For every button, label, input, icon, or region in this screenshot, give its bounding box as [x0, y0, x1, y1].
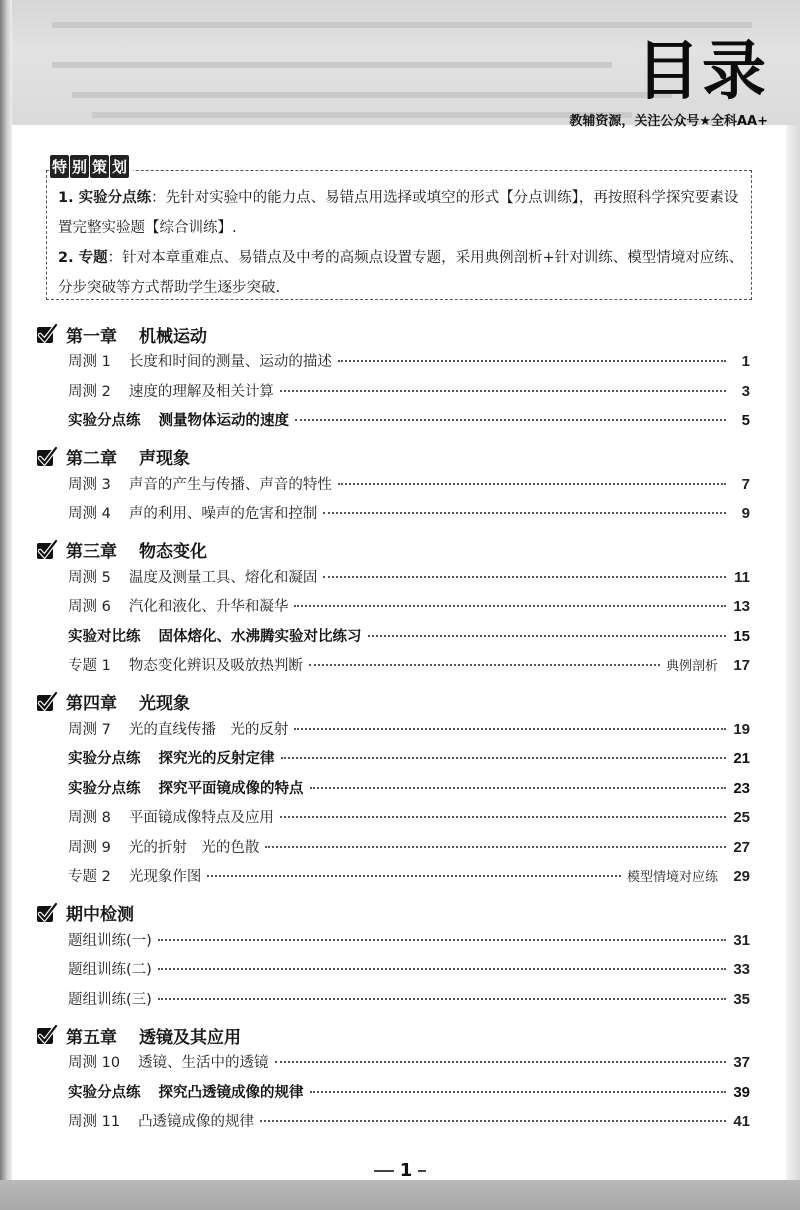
- entry-label: 周测 4: [68, 506, 111, 522]
- dot-leader: [207, 874, 621, 877]
- entry-label: 周测 8: [68, 810, 111, 826]
- entry-label: 周测 10: [68, 1055, 121, 1071]
- entry-title: 测量物体运动的速度: [158, 413, 289, 429]
- entry-title: 凸透镜成像的规律: [138, 1114, 255, 1130]
- entry-title: 题组训练(一): [68, 932, 152, 949]
- toc-entry[interactable]: [36, 409, 750, 439]
- dot-leader: [158, 938, 726, 941]
- entry-page-number: 7: [741, 475, 750, 493]
- entry-label: 周测 7: [68, 721, 111, 738]
- entry-title: 速度的理解及相关计算: [128, 383, 274, 400]
- dot-leader: [294, 604, 726, 607]
- special-item: [58, 183, 748, 243]
- entry-title: 透镜、生活中的透镜: [138, 1055, 269, 1071]
- dot-leader: [260, 1119, 726, 1122]
- entry-label: 专题 2: [68, 869, 111, 885]
- toc-entry[interactable]: [36, 747, 750, 777]
- scan-right-edge: [786, 125, 800, 1180]
- entry-title: 探究凸透镜成像的规律: [158, 1084, 304, 1101]
- entry-page-number: 39: [733, 1083, 750, 1101]
- entry-title: 长度和时间的测量、运动的描述: [128, 354, 332, 370]
- entry-title: 温度及测量工具、熔化和凝固: [128, 569, 318, 586]
- toc-entry[interactable]: [36, 1110, 750, 1140]
- entry-page-number: 21: [733, 750, 750, 767]
- special-tag-char: 特: [50, 155, 69, 178]
- toc-entry[interactable]: [36, 654, 750, 684]
- entry-page-number: 17: [733, 657, 750, 674]
- entry-label: 周测 1: [68, 354, 111, 370]
- toc-entry[interactable]: [36, 806, 750, 836]
- special-plan-body: [58, 183, 748, 303]
- entry-title: 物态变化辨识及吸放热判断: [128, 658, 303, 674]
- toc-entry[interactable]: [36, 988, 750, 1018]
- toc-entry[interactable]: [36, 502, 750, 532]
- checkbox-checked-icon: [36, 539, 58, 561]
- entry-title: 光的直线传播 光的反射: [128, 721, 289, 738]
- entry-page-number: 31: [733, 931, 750, 949]
- special-tag-char: 别: [70, 155, 89, 178]
- dot-leader: [323, 511, 726, 514]
- toc-entry[interactable]: [36, 380, 750, 410]
- entry-page-number: 9: [741, 505, 750, 522]
- toc-chapter-heading: [36, 897, 750, 929]
- toc-entry[interactable]: [36, 350, 750, 380]
- entry-page-number: 11: [734, 568, 750, 586]
- entry-page-number: 5: [741, 412, 750, 429]
- chapter-number: 第五章: [66, 1027, 117, 1048]
- special-item-lead: 1. 实验分点练: [58, 190, 152, 206]
- page-footer: [0, 1160, 800, 1181]
- toc-chapter-heading: [36, 318, 750, 350]
- entry-page-number: 41: [733, 1113, 750, 1130]
- entry-label: 周测 5: [68, 569, 111, 586]
- entry-label: 专题 1: [68, 658, 111, 674]
- entry-page-number: 25: [733, 809, 750, 826]
- toc-entry[interactable]: [36, 865, 750, 895]
- special-tag-char: 策: [90, 155, 109, 178]
- chapter-title: 声现象: [139, 449, 190, 469]
- dot-leader: [158, 967, 726, 970]
- toc-entry[interactable]: [36, 473, 750, 503]
- chapter-title: 透镜及其应用: [139, 1027, 241, 1048]
- entry-page-number: 35: [733, 990, 750, 1008]
- checkbox-checked-icon: [36, 902, 58, 924]
- dot-leader: [368, 634, 727, 637]
- chapter-number: 第四章: [66, 694, 117, 714]
- entry-title: 题组训练(三): [68, 991, 152, 1008]
- dot-leader: [265, 845, 726, 848]
- entry-tag: 模型情境对应练: [626, 870, 718, 885]
- entry-label: 周测 2: [68, 383, 111, 400]
- dot-leader: [338, 482, 726, 485]
- dot-leader: [310, 786, 727, 789]
- special-item-text: ：先针对实验中的能力点、易错点用选择或填空的形式【分点训练】，再按照科学探究要素设置完整实验题【综合训练】.: [58, 190, 739, 236]
- footer-dash: [374, 1170, 394, 1172]
- dot-leader: [295, 418, 726, 421]
- entry-title: 声的利用、噪声的危害和控制: [128, 506, 318, 522]
- page-number: 1: [399, 1160, 413, 1181]
- entry-title: 平面镜成像特点及应用: [128, 810, 274, 826]
- entry-title: 探究光的反射定律: [158, 751, 275, 767]
- dot-leader: [158, 997, 726, 1000]
- entry-label: 实验分点练: [68, 751, 141, 767]
- table-of-contents: [36, 316, 750, 1140]
- toc-chapter-heading: [36, 534, 750, 566]
- checkbox-checked-icon: [36, 323, 58, 345]
- toc-entry[interactable]: [36, 929, 750, 959]
- dot-leader: [294, 727, 726, 730]
- special-plan-tag: [50, 155, 133, 178]
- dot-leader: [309, 663, 660, 666]
- dot-leader: [275, 1060, 726, 1063]
- toc-entry[interactable]: [36, 777, 750, 807]
- checkbox-checked-icon: [36, 446, 58, 468]
- chapter-title: 物态变化: [139, 542, 207, 562]
- chapter-number: 第二章: [66, 449, 117, 469]
- dot-leader: [280, 389, 726, 392]
- entry-title: 光的折射 光的色散: [128, 839, 260, 856]
- entry-title: 题组训练(二): [68, 962, 152, 978]
- scan-bottom-edge: [0, 1180, 800, 1210]
- special-item: [58, 243, 748, 303]
- special-item-lead: 2. 专题: [58, 250, 108, 266]
- entry-title: 声音的产生与传播、声音的特性: [128, 476, 332, 493]
- entry-page-number: 1: [741, 353, 750, 370]
- dot-leader: [323, 575, 726, 578]
- page-title: 目录: [636, 35, 768, 109]
- toc-chapter-heading: [36, 441, 750, 473]
- entry-tag: 典例剖析: [665, 659, 718, 674]
- entry-page-number: 13: [733, 598, 750, 615]
- checkbox-checked-icon: [36, 1024, 58, 1046]
- toc-entry[interactable]: [36, 836, 750, 866]
- chapter-title: 光现象: [139, 694, 190, 714]
- entry-page-number: 15: [733, 627, 750, 645]
- entry-title: 汽化和液化、升华和凝华: [128, 599, 289, 615]
- toc-entry[interactable]: [36, 566, 750, 596]
- entry-page-number: 19: [733, 720, 750, 738]
- entry-label: 周测 6: [68, 599, 111, 615]
- entry-page-number: 33: [733, 961, 750, 978]
- dot-leader: [310, 1090, 727, 1093]
- toc-entry[interactable]: [36, 1081, 750, 1111]
- dot-leader: [338, 359, 726, 362]
- toc-entry[interactable]: [36, 958, 750, 988]
- chapter-number: 第一章: [66, 326, 117, 347]
- entry-title: 光现象作图: [128, 869, 202, 885]
- toc-entry[interactable]: [36, 1051, 750, 1081]
- dot-leader: [280, 815, 726, 818]
- chapter-title: 机械运动: [139, 326, 207, 347]
- entry-title: 固体熔化、水沸腾实验对比练习: [158, 628, 362, 645]
- entry-page-number: 29: [733, 868, 750, 885]
- chapter-number: 第三章: [66, 542, 117, 562]
- entry-page-number: 37: [733, 1054, 750, 1071]
- toc-entry[interactable]: [36, 718, 750, 748]
- toc-entry[interactable]: [36, 625, 750, 655]
- entry-label: 实验对比练: [68, 628, 141, 645]
- page-header: [569, 35, 768, 129]
- entry-label: 周测 9: [68, 839, 111, 856]
- special-tag-char: 划: [110, 155, 129, 178]
- entry-label: 周测 11: [68, 1114, 121, 1130]
- entry-label: 周测 3: [68, 476, 111, 493]
- entry-page-number: 3: [741, 382, 750, 400]
- special-item-text: ：针对本章重难点、易错点及中考的高频点设置专题，采用典例剖析+针对训练、模型情境对应练、分步突破等方式帮助学生逐步突破.: [58, 250, 744, 296]
- entry-page-number: 23: [733, 779, 750, 797]
- page-subtitle: 教辅资源，关注公众号★全科AA+: [569, 114, 768, 129]
- toc-entry[interactable]: [36, 595, 750, 625]
- entry-label: 实验分点练: [68, 1084, 141, 1101]
- scan-left-edge: [0, 0, 12, 1190]
- footer-dash: [418, 1170, 426, 1172]
- toc-chapter-heading: [36, 1019, 750, 1051]
- entry-label: 实验分点练: [68, 413, 141, 429]
- entry-label: 实验分点练: [68, 780, 141, 797]
- chapter-title: 期中检测: [66, 905, 134, 925]
- dot-leader: [281, 756, 727, 759]
- checkbox-checked-icon: [36, 691, 58, 713]
- toc-chapter-heading: [36, 686, 750, 718]
- entry-page-number: 27: [733, 838, 750, 856]
- entry-title: 探究平面镜成像的特点: [158, 780, 304, 797]
